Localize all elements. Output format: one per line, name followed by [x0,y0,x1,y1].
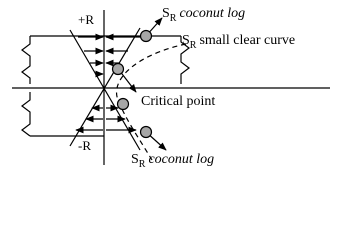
diagonal-line-a [70,30,140,150]
marker-bottom [141,127,152,138]
top-sr-label: $S_R$ coconut log [162,6,246,24]
upper-member [22,36,189,84]
diagonal-line-b [70,28,140,146]
middle-sr-label: $S_R$ small clear curve [182,33,296,51]
marker-critical-point [118,99,129,110]
bottom-sr-label: $S_R$ coconut log [131,152,215,170]
marker-top [141,31,152,42]
lower-member-left-break [22,92,30,136]
upper-force-arrows [78,37,143,74]
critical-point-label: Critical point [141,94,216,109]
marker-upper-curve [113,64,124,75]
minus-r-label: -R [78,138,91,153]
upper-member-left-break [22,36,30,84]
plus-r-label: +R [78,12,95,27]
